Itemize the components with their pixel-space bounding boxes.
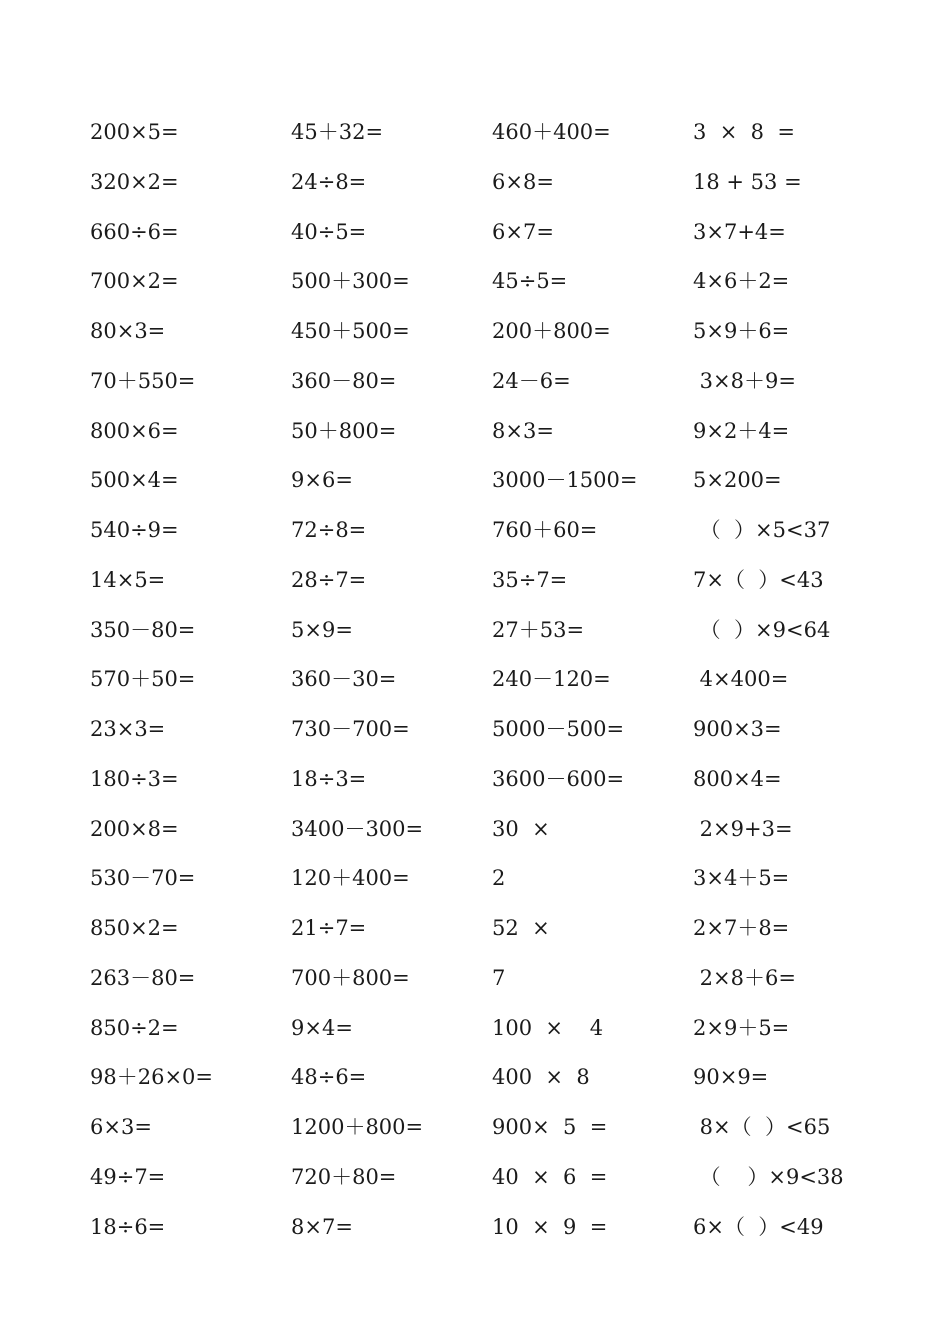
math-problem: 48÷6=: [291, 1065, 367, 1090]
problem-row: [0, 1008, 950, 1048]
math-problem: 90×9=: [693, 1065, 769, 1090]
problem-row: [0, 958, 950, 998]
problem-row: [0, 560, 950, 600]
math-problem: 7×（ ）<43: [693, 567, 824, 592]
math-problem: 6×3=: [90, 1115, 152, 1139]
math-problem: 9×6=: [291, 468, 353, 493]
math-problem: 28÷7=: [291, 567, 367, 592]
math-problem: 45÷5=: [492, 269, 568, 294]
math-problem: 400 × 8: [492, 1065, 590, 1090]
problem-row: [0, 908, 950, 948]
math-problem: 800×4=: [693, 766, 782, 791]
math-problem: 360－80=: [291, 368, 397, 393]
math-problem: 52 ×: [492, 916, 550, 940]
math-problem: 9×2＋4=: [693, 418, 790, 443]
math-problem: 120＋400=: [291, 866, 410, 891]
math-problem: 3600－600=: [492, 766, 625, 791]
math-problem: 2×9+3=: [693, 816, 793, 841]
math-problem: 3×7+4=: [693, 219, 786, 244]
math-problem: 23×3=: [90, 717, 166, 741]
math-problem: 3400－300=: [291, 816, 424, 841]
math-problem: 18÷6=: [90, 1214, 166, 1239]
math-problem: 5×9=: [291, 617, 353, 642]
problem-row: [0, 311, 950, 351]
math-problem: 4×6＋2=: [693, 269, 790, 294]
math-problem: 3000－1500=: [492, 468, 638, 493]
problem-row: [0, 809, 950, 849]
math-problem: 200×5=: [90, 120, 179, 144]
problem-row: [0, 709, 950, 749]
math-problem: 49÷7=: [90, 1164, 166, 1189]
math-problem: 5×200=: [693, 468, 782, 493]
math-problem: 50＋800=: [291, 418, 397, 443]
math-problem: 720＋80=: [291, 1164, 397, 1189]
math-problem: 200×8=: [90, 816, 179, 841]
math-problem: 1200＋800=: [291, 1115, 424, 1139]
math-problem: 18 + 53 =: [693, 169, 802, 194]
math-problem: 21÷7=: [291, 916, 367, 940]
math-problem: 8×7=: [291, 1214, 353, 1239]
problem-row: [0, 1107, 950, 1147]
math-problem: 24÷8=: [291, 169, 367, 194]
math-problem: 2×8＋6=: [693, 965, 796, 990]
math-problem: 360－30=: [291, 667, 397, 692]
problem-row: [0, 659, 950, 699]
math-problem: 3×4＋5=: [693, 866, 790, 891]
problem-row: [0, 1057, 950, 1097]
math-problem: 3×8＋9=: [693, 368, 796, 393]
math-problem: 40 × 6 =: [492, 1164, 608, 1189]
problem-row: [0, 212, 950, 252]
math-problem: 660÷6=: [90, 219, 179, 244]
math-problem: 800×6=: [90, 418, 179, 443]
math-problem: 460＋400=: [492, 120, 611, 144]
math-problem: 263－80=: [90, 965, 196, 990]
math-problem: 700×2=: [90, 269, 179, 294]
math-problem: 350－80=: [90, 617, 196, 642]
math-problem: 500＋300=: [291, 269, 410, 294]
math-problem: 10 × 9 =: [492, 1214, 608, 1239]
problem-row: [0, 510, 950, 550]
math-problem: 5×9＋6=: [693, 319, 790, 343]
math-problem: 72÷8=: [291, 518, 367, 542]
math-problem: 3 × 8 =: [693, 120, 795, 144]
math-problem: 6×（ ）<49: [693, 1214, 824, 1239]
math-problem: 14×5=: [90, 567, 166, 592]
problem-row: [0, 411, 950, 451]
problem-row: [0, 261, 950, 301]
math-problem: 35÷7=: [492, 567, 568, 592]
math-problem: （ ）×9<38: [693, 1164, 844, 1189]
problem-row: [0, 112, 950, 152]
math-problem: 850÷2=: [90, 1015, 179, 1040]
math-problem: 6×7=: [492, 219, 554, 244]
math-problem: 450＋500=: [291, 319, 410, 343]
problem-row: [0, 610, 950, 650]
math-problem: 8×（ ）<65: [693, 1115, 831, 1139]
math-problem: 200＋800=: [492, 319, 611, 343]
math-problem: 2×7＋8=: [693, 916, 790, 940]
problem-row: [0, 460, 950, 500]
math-problem: 98＋26×0=: [90, 1065, 213, 1090]
math-problem: 570＋50=: [90, 667, 196, 692]
math-problem: （ ）×5<37: [693, 518, 831, 542]
math-problem: 100 × 4: [492, 1015, 604, 1040]
math-problem: （ ）×9<64: [693, 617, 831, 642]
math-problem: 27＋53=: [492, 617, 585, 642]
math-problem: 530－70=: [90, 866, 196, 891]
math-problem: 900×3=: [693, 717, 782, 741]
math-problem: 9×4=: [291, 1015, 353, 1040]
math-problem: 500×4=: [90, 468, 179, 493]
problem-row: [0, 361, 950, 401]
math-problem: 18÷3=: [291, 766, 367, 791]
math-problem: 2×9＋5=: [693, 1015, 790, 1040]
math-problem: 760＋60=: [492, 518, 598, 542]
math-problem: 5000－500=: [492, 717, 625, 741]
math-problem: 730－700=: [291, 717, 410, 741]
math-problem: 7: [492, 965, 506, 990]
math-problem: 850×2=: [90, 916, 179, 940]
math-problem: 40÷5=: [291, 219, 367, 244]
math-problem: 8×3=: [492, 418, 554, 443]
math-problem: 6×8=: [492, 169, 554, 194]
problem-row: [0, 759, 950, 799]
problem-row: [0, 1207, 950, 1247]
math-problem: 30 ×: [492, 816, 550, 841]
problem-row: [0, 858, 950, 898]
math-problem: 540÷9=: [90, 518, 179, 542]
math-problem: 4×400=: [693, 667, 789, 692]
math-problem: 180÷3=: [90, 766, 179, 791]
math-problem: 900× 5 =: [492, 1115, 608, 1139]
math-problem: 45＋32=: [291, 120, 384, 144]
math-problem: 700＋800=: [291, 965, 410, 990]
problem-row: [0, 1157, 950, 1197]
math-problem: 2: [492, 866, 506, 891]
problem-row: [0, 162, 950, 202]
math-problem: 70＋550=: [90, 368, 196, 393]
math-problem: 24－6=: [492, 368, 571, 393]
math-problem: 240－120=: [492, 667, 611, 692]
math-problem: 80×3=: [90, 319, 166, 343]
math-problem: 320×2=: [90, 169, 179, 194]
